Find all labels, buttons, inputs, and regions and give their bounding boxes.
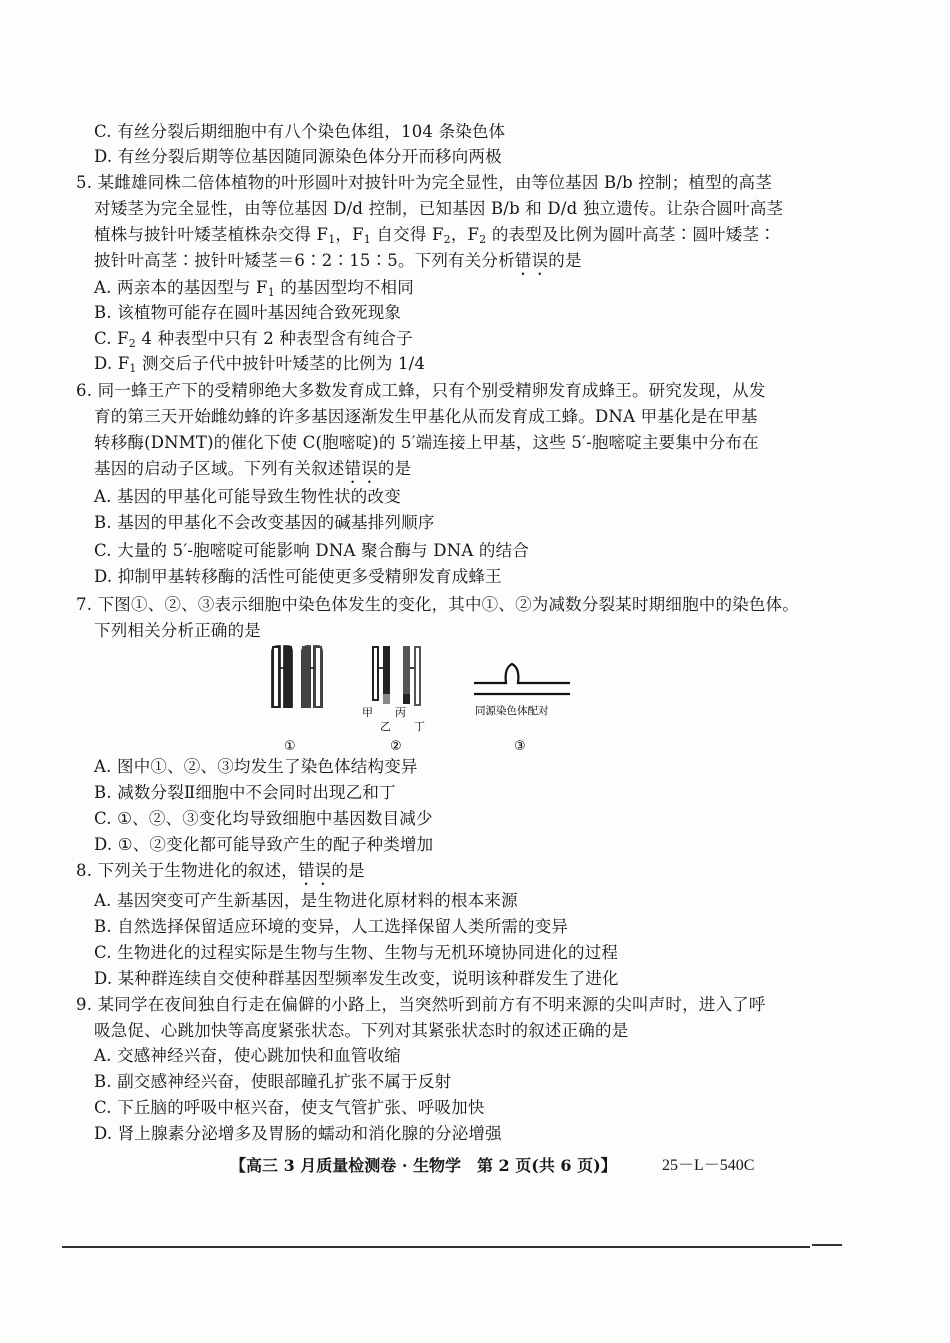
bottom-divider-short bbox=[812, 1244, 842, 1246]
q8-option-a: A. 基因突变可产生新基因，是生物进化原材料的根本来源 bbox=[94, 891, 518, 910]
emphasis-text: 错误 bbox=[514, 251, 549, 270]
q5-option-a: A. 两亲本的基因型与 $F_1$ 的基因型均不相同 bbox=[94, 278, 414, 299]
q6-stem-line-2: 育的第三天开始雌幼蜂的许多基因逐渐发生甲基化从而发育成工蜂。DNA 甲基化是在甲基 bbox=[94, 407, 758, 426]
q6-option-d: D. 抑制甲基转移酶的活性可能使更多受精卵发育成蜂王 bbox=[94, 567, 502, 586]
q5-option-b: B. 该植物可能存在圆叶基因纯合致死现象 bbox=[94, 303, 402, 322]
figure-label-2: ② bbox=[390, 739, 402, 754]
q4-option-c: C. 有丝分裂后期细胞中有八个染色体组，104 条染色体 bbox=[94, 122, 506, 141]
q5-stem-line-3: 植株与披针叶矮茎植株杂交得 $F_1$，$F_1$ 自交得 $F_2$，$F_2$ 的表型及比例为圆叶高茎∶圆叶矮茎∶ bbox=[94, 225, 776, 246]
q6-option-c: C. 大量的 5′-胞嘧啶可能影响 DNA 聚合酶与 DNA 的结合 bbox=[94, 541, 530, 560]
q9-option-c: C. 下丘脑的呼吸中枢兴奋，使支气管扩张、呼吸加快 bbox=[94, 1098, 485, 1117]
q7-stem-line-2: 下列相关分析正确的是 bbox=[94, 621, 261, 640]
chromosome-pair-2 bbox=[372, 646, 421, 706]
q7-stem-line-1: 7. 下图①、②、③表示细胞中染色体发生的变化，其中①、②为减数分裂某时期细胞中的染色体。 bbox=[76, 595, 799, 614]
homologous-pairing-diagram bbox=[474, 664, 570, 694]
label-jia: 甲 bbox=[362, 706, 373, 719]
page-footer-title: 【高三 3 月质量检测卷 · 生物学 第 2 页(共 6 页)】 bbox=[230, 1156, 617, 1175]
q5-option-d: D. $F_1$ 测交后子代中披针叶矮茎的比例为 1/4 bbox=[94, 354, 426, 375]
emphasis-text: 错误 bbox=[298, 861, 332, 880]
q5-stem-line-2: 对矮茎为完全显性，由等位基因 D/d 控制，已知基因 B/b 和 D/d 独立遗传。让杂合圆叶高茎 bbox=[94, 199, 784, 218]
q6-stem-line-4: 基因的启动子区域。下列有关叙述错误的是 bbox=[94, 459, 412, 478]
q5-stem-line-4: 披针叶高茎∶披针叶矮茎＝6∶2∶15∶5。下列有关分析错误的是 bbox=[94, 251, 582, 270]
q8-option-b: B. 自然选择保留适应环境的变异，人工选择保留人类所需的变异 bbox=[94, 917, 569, 936]
q6-option-a: A. 基因的甲基化可能导致生物性状的改变 bbox=[94, 487, 401, 506]
figure-label-3: ③ bbox=[514, 739, 526, 754]
q6-stem-line-3: 转移酶(DNMT)的催化下使 C(胞嘧啶)的 5′端连接上甲基，这些 5′-胞嘧啶主要集中分布在 bbox=[94, 433, 759, 452]
homologous-pairing-label: 同源染色体配对 bbox=[475, 705, 549, 717]
page-code: 25－L－540C bbox=[662, 1157, 755, 1174]
label-yi: 乙 bbox=[380, 720, 391, 733]
q9-option-d: D. 肾上腺素分泌增多及胃肠的蠕动和消化腺的分泌增强 bbox=[94, 1124, 502, 1143]
q7-option-a: A. 图中①、②、③均发生了染色体结构变异 bbox=[94, 757, 418, 776]
q9-stem-line-2: 吸急促、心跳加快等高度紧张状态。下列对其紧张状态时的叙述正确的是 bbox=[94, 1021, 629, 1040]
q8-stem: 8. 下列关于生物进化的叙述，错误的是 bbox=[76, 861, 365, 880]
q9-stem-line-1: 9. 某同学在夜间独自行走在偏僻的小路上，当突然听到前方有不明来源的尖叫声时，进入了呼 bbox=[76, 995, 766, 1014]
q5-option-c: C. $F_2$ 4 种表型中只有 2 种表型含有纯合子 bbox=[94, 329, 413, 350]
q4-option-d: D. 有丝分裂后期等位基因随同源染色体分开而移向两极 bbox=[94, 147, 502, 166]
q7-option-d: D. ①、②变化都可能导致产生的配子种类增加 bbox=[94, 835, 434, 854]
label-ding: 丁 bbox=[414, 720, 425, 733]
q8-option-c: C. 生物进化的过程实际是生物与生物、生物与无机环境协同进化的过程 bbox=[94, 943, 619, 962]
label-bing: 丙 bbox=[395, 706, 406, 719]
chromosome-figure bbox=[262, 638, 592, 756]
q6-option-b: B. 基因的甲基化不会改变基因的碱基排列顺序 bbox=[94, 513, 435, 532]
chromatid-1b bbox=[284, 646, 292, 708]
q9-option-b: B. 副交感神经兴奋，使眼部瞳孔扩张不属于反射 bbox=[94, 1072, 452, 1091]
q7-option-c: C. ①、②、③变化均导致细胞中基因数目减少 bbox=[94, 809, 433, 828]
bottom-divider bbox=[62, 1246, 810, 1248]
chromatid-1c bbox=[302, 646, 310, 708]
q8-option-d: D. 某种群连续自交使种群基因型频率发生改变，说明该种群发生了进化 bbox=[94, 969, 619, 988]
q6-stem-line-1: 6. 同一蜂王产下的受精卵绝大多数发育成工蜂，只有个别受精卵发育成蜂王。研究发现，从发 bbox=[76, 381, 766, 400]
q7-option-b: B. 减数分裂Ⅱ细胞中不会同时出现乙和丁 bbox=[94, 783, 396, 802]
emphasis-text: 错误 bbox=[344, 459, 378, 478]
figure-label-1: ① bbox=[284, 739, 296, 754]
q9-option-a: A. 交感神经兴奋，使心跳加快和血管收缩 bbox=[94, 1046, 401, 1065]
q5-stem-line-1: 5. 某雌雄同株二倍体植物的叶形圆叶对披针叶为完全显性，由等位基因 B/b 控制；植型的高茎 bbox=[76, 173, 772, 192]
